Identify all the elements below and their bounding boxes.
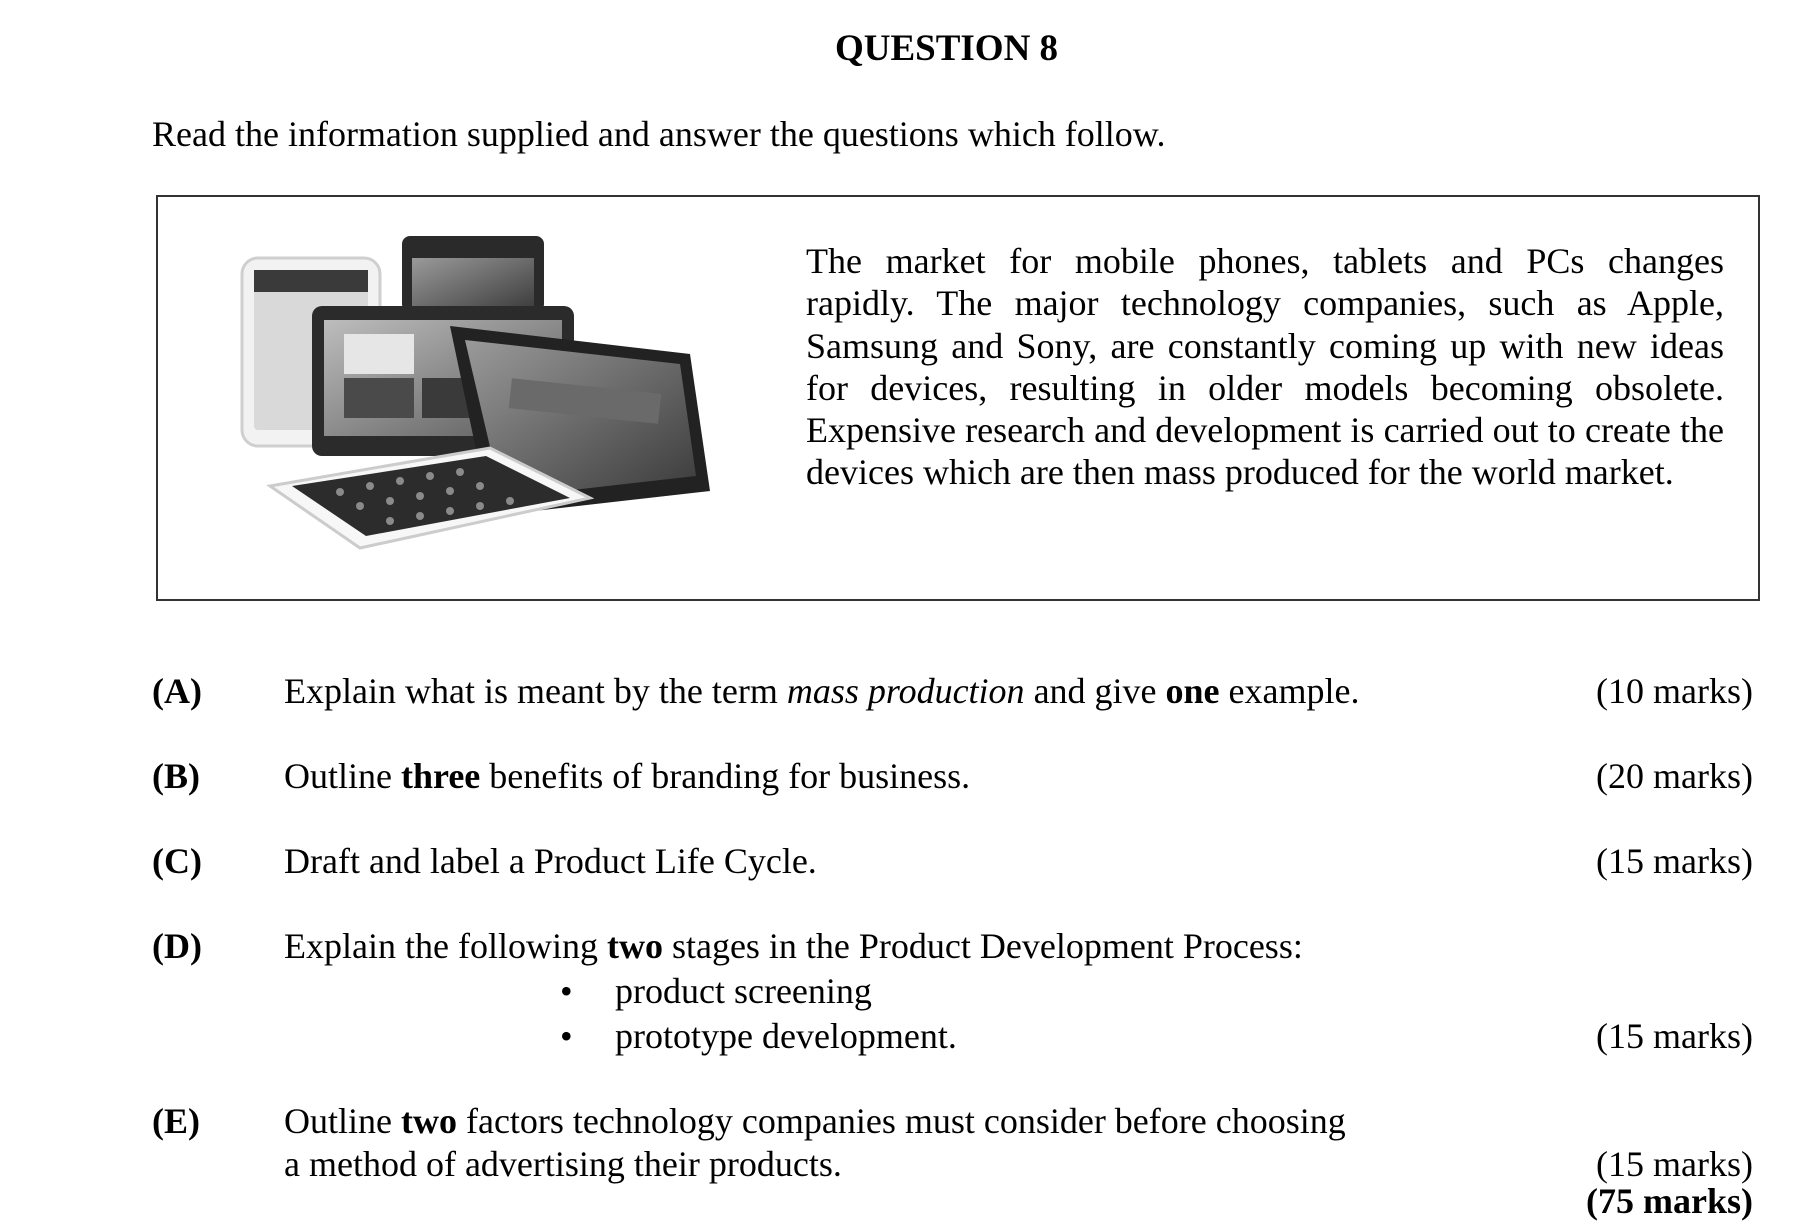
- total-marks: (75 marks): [1586, 1181, 1753, 1221]
- question-d-marks: (15 marks): [1596, 1016, 1753, 1056]
- question-b-text: Outline three benefits of branding for business.: [284, 756, 971, 796]
- bullet-icon: •: [560, 1016, 573, 1056]
- question-e-marks: (15 marks): [1596, 1144, 1753, 1184]
- question-title: QUESTION 8: [834, 28, 1059, 69]
- question-e-label: (E): [152, 1101, 200, 1141]
- question-d-bullet-2: prototype development.: [615, 1016, 957, 1056]
- question-e-text: Outline two factors technology companies must consider before choosing: [284, 1101, 1346, 1141]
- question-a-label: (A): [152, 671, 202, 711]
- question-a-text: Explain what is meant by the term mass production and give one example.: [284, 671, 1360, 711]
- intro-instruction: Read the information supplied and answer the questions which follow.: [152, 114, 1166, 154]
- bullet-icon: •: [560, 971, 573, 1011]
- question-b-marks: (20 marks): [1596, 756, 1753, 796]
- question-a-marks: (10 marks): [1596, 671, 1753, 711]
- question-c-text: Draft and label a Product Life Cycle.: [284, 841, 817, 881]
- question-d-text: Explain the following two stages in the Product Development Process:: [284, 926, 1303, 966]
- question-b-label: (B): [152, 756, 200, 796]
- question-d-bullet-1: product screening: [615, 971, 872, 1011]
- question-c-marks: (15 marks): [1596, 841, 1753, 881]
- question-d-label: (D): [152, 926, 202, 966]
- info-paragraph: The market for mobile phones, tablets and PCs changes rapidly. The major technology companies, such as Apple, Samsung and Sony, are constantly coming up with new ideas for devices, resulting in older models becoming obsolete. Expensive research and development is carried out to create the devices which are then mass produced for the world market.: [806, 241, 1724, 493]
- question-e-text-line2: a method of advertising their products.: [284, 1144, 842, 1184]
- question-c-label: (C): [152, 841, 202, 881]
- tablets-image: [240, 236, 760, 566]
